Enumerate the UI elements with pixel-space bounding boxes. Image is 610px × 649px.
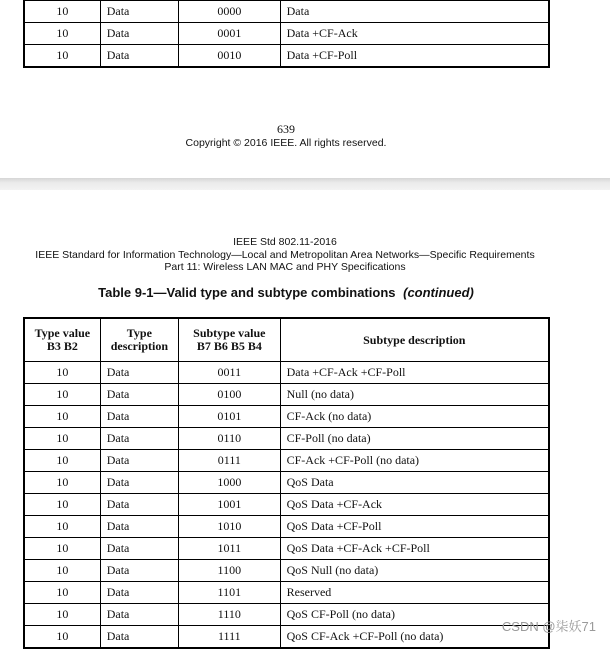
- cell-type-value: 10: [24, 0, 100, 23]
- cell-type-value: 10: [24, 516, 100, 538]
- previous-page-table-body: [24, 0, 549, 67]
- cell-subtype-description: Reserved: [280, 582, 549, 604]
- cell-type-description: Data: [100, 538, 178, 560]
- cell-subtype-description: Data: [280, 0, 549, 23]
- table-title-text: Table 9-1—Valid type and subtype combinations: [98, 285, 396, 300]
- table-row: [24, 45, 549, 68]
- previous-page: [0, 0, 610, 178]
- cell-type-value: 10: [24, 626, 100, 649]
- cell-subtype-value: 1100: [179, 560, 281, 582]
- cell-type-value: 10: [24, 23, 100, 45]
- header-row: [24, 318, 549, 362]
- cell-subtype-description: QoS CF-Ack +CF-Poll (no data): [280, 626, 549, 649]
- cell-subtype-description: QoS Data +CF-Ack: [280, 494, 549, 516]
- previous-page-table: [23, 0, 550, 68]
- table-row: [24, 582, 549, 604]
- cell-type-description: Data: [100, 428, 178, 450]
- running-header-title: IEEE Standard for Information Technology—Local and Metropolitan Area Networks—Specific Requirements: [35, 249, 535, 261]
- cell-subtype-value: 0010: [179, 45, 281, 68]
- cell-subtype-value: 1001: [179, 494, 281, 516]
- cell-subtype-value: 0001: [179, 23, 281, 45]
- table-header: [24, 318, 549, 362]
- cell-subtype-value: 0111: [179, 450, 281, 472]
- cell-type-value: 10: [24, 538, 100, 560]
- type-subtype-table-body: [24, 362, 549, 649]
- cell-type-value: 10: [24, 450, 100, 472]
- cell-subtype-description: QoS Data +CF-Ack +CF-Poll: [280, 538, 549, 560]
- table-row: [24, 494, 549, 516]
- table-row: [24, 516, 549, 538]
- page-separator: [0, 178, 610, 190]
- cell-type-description: Data: [100, 516, 178, 538]
- copyright-notice: Copyright © 2016 IEEE. All rights reserved.: [185, 137, 387, 149]
- cell-type-description: Data: [100, 560, 178, 582]
- cell-subtype-description: Null (no data): [280, 384, 549, 406]
- cell-type-value: 10: [24, 406, 100, 428]
- cell-type-value: 10: [24, 362, 100, 384]
- cell-subtype-value: 1111: [179, 626, 281, 649]
- table-row: [24, 604, 549, 626]
- header-type-description-line2: description: [110, 339, 169, 353]
- cell-subtype-value: 1000: [179, 472, 281, 494]
- header-subtype-description: Subtype description: [280, 318, 549, 362]
- cell-type-value: 10: [24, 45, 100, 68]
- cell-type-description: Data: [100, 0, 178, 23]
- table-row: [24, 23, 549, 45]
- header-subtype-value-line2: B7 B6 B5 B4: [196, 339, 262, 353]
- cell-subtype-description: CF-Poll (no data): [280, 428, 549, 450]
- table-row: [24, 0, 549, 23]
- header-type-value: [24, 318, 100, 362]
- cell-subtype-value: 0000: [179, 0, 281, 23]
- table-row: [24, 538, 549, 560]
- type-subtype-table: [23, 317, 550, 649]
- table-row: [24, 428, 549, 450]
- table-row: [24, 450, 549, 472]
- cell-subtype-description: QoS CF-Poll (no data): [280, 604, 549, 626]
- cell-type-description: Data: [100, 45, 178, 68]
- cell-type-description: Data: [100, 450, 178, 472]
- cell-subtype-value: 1010: [179, 516, 281, 538]
- cell-type-description: Data: [100, 406, 178, 428]
- running-header-part: Part 11: Wireless LAN MAC and PHY Specifications: [164, 261, 406, 273]
- table-row: [24, 406, 549, 428]
- cell-type-value: 10: [24, 494, 100, 516]
- cell-subtype-value: 0100: [179, 384, 281, 406]
- cell-subtype-description: Data +CF-Ack: [280, 23, 549, 45]
- cell-subtype-value: 1011: [179, 538, 281, 560]
- cell-subtype-description: QoS Data: [280, 472, 549, 494]
- cell-subtype-value: 1110: [179, 604, 281, 626]
- cell-type-value: 10: [24, 582, 100, 604]
- cell-subtype-description: QoS Null (no data): [280, 560, 549, 582]
- next-page: [0, 190, 610, 645]
- cell-subtype-value: 0110: [179, 428, 281, 450]
- cell-type-value: 10: [24, 560, 100, 582]
- csdn-watermark: CSDN @柒妖71: [501, 619, 596, 634]
- header-type-description-line1: Type: [126, 326, 152, 340]
- cell-subtype-description: CF-Ack (no data): [280, 406, 549, 428]
- table-row: [24, 472, 549, 494]
- cell-type-value: 10: [24, 428, 100, 450]
- table-row: [24, 560, 549, 582]
- cell-subtype-description: Data +CF-Poll: [280, 45, 549, 68]
- cell-type-description: Data: [100, 472, 178, 494]
- cell-type-description: Data: [100, 362, 178, 384]
- cell-type-description: Data: [100, 384, 178, 406]
- running-header-std: IEEE Std 802.11-2016: [233, 236, 337, 248]
- table-row: [24, 384, 549, 406]
- cell-subtype-description: Data +CF-Ack +CF-Poll: [280, 362, 549, 384]
- header-type-description: [100, 318, 178, 362]
- table-row: [24, 362, 549, 384]
- cell-subtype-value: 0101: [179, 406, 281, 428]
- cell-subtype-description: CF-Ack +CF-Poll (no data): [280, 450, 549, 472]
- cell-type-value: 10: [24, 472, 100, 494]
- cell-subtype-value: 0011: [179, 362, 281, 384]
- cell-type-value: 10: [24, 384, 100, 406]
- header-subtype-value-line1: Subtype value: [193, 326, 266, 340]
- header-type-value-line1: Type value: [34, 326, 91, 340]
- cell-type-description: Data: [100, 494, 178, 516]
- cell-subtype-description: QoS Data +CF-Poll: [280, 516, 549, 538]
- cell-type-description: Data: [100, 604, 178, 626]
- cell-type-description: Data: [100, 582, 178, 604]
- cell-type-value: 10: [24, 604, 100, 626]
- table-title: [0, 285, 572, 300]
- cell-type-description: Data: [100, 23, 178, 45]
- header-subtype-value: [179, 318, 281, 362]
- cell-subtype-value: 1101: [179, 582, 281, 604]
- page-number: 639: [277, 122, 295, 136]
- table-title-continued: (continued): [403, 285, 474, 300]
- cell-type-description: Data: [100, 626, 178, 649]
- header-type-value-line2: B3 B2: [46, 339, 78, 353]
